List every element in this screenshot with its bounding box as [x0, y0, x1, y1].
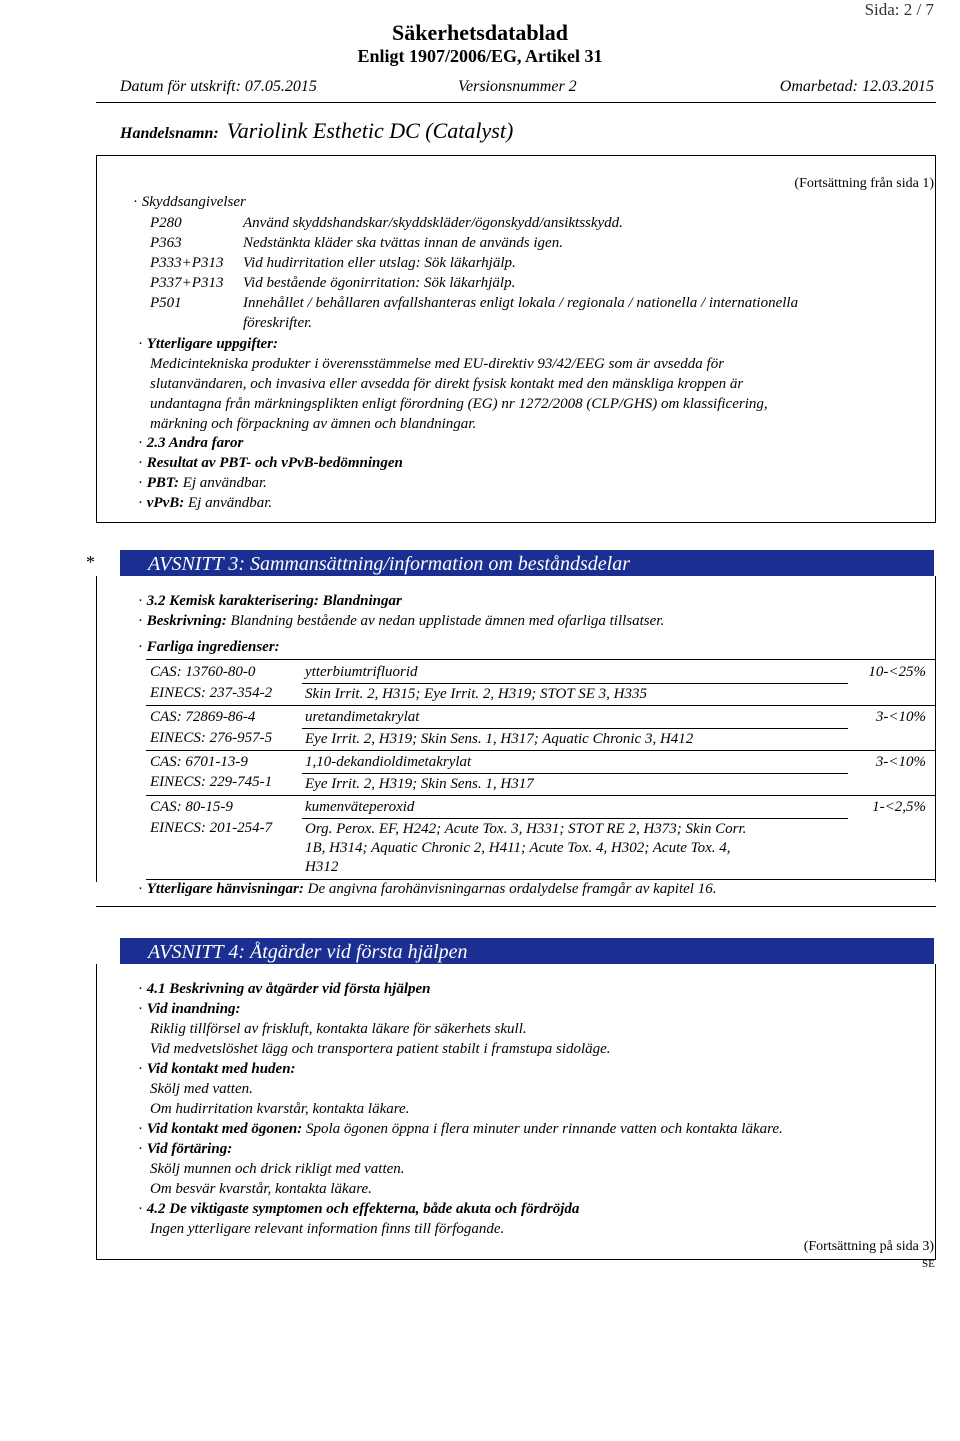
p501-text: Innehållet / behållaren avfallshanteras enligt lokala / regionala / nationella / internationella — [243, 295, 799, 311]
ingredient-cas: CAS: 13760-80-0 — [150, 664, 256, 680]
section-3-header — [120, 550, 934, 576]
ingredient-cas: CAS: 80-15-9 — [150, 799, 233, 815]
protection-heading: · Skyddsangivelser — [133, 192, 246, 212]
references-label: Ytterligare hänvisningar: — [146, 881, 304, 897]
ingredient-classification-cont: 1B, H314; Aquatic Chronic 2, H411; Acute Tox. 4, H302; Acute Tox. 4, — [305, 840, 731, 856]
skin-line-2: Om hudirritation kvarstår, kontakta läkare. — [150, 1101, 410, 1117]
vpvb-label: vPvB: — [146, 495, 185, 511]
p280-code: P280 — [150, 215, 182, 231]
trade-divider — [96, 155, 936, 156]
ingredient-name: uretandimetakrylat — [305, 709, 420, 725]
ingredient-percent: 10-<25% — [868, 664, 926, 680]
continued-from: (Fortsättning från sida 1) — [794, 176, 934, 191]
ingredient-name: ytterbiumtrifluorid — [305, 664, 418, 680]
s3-left-border — [96, 576, 97, 882]
ingredient-einecs: EINECS: 229-745-1 — [150, 774, 273, 790]
version-number: Versionsnummer 2 — [458, 78, 577, 95]
p363-text: Nedstänkta kläder ska tvättas innan de används igen. — [243, 235, 563, 251]
ingredient-name: kumenväteperoxid — [305, 799, 415, 815]
vpvb-row — [138, 493, 272, 513]
ingredient-classification: Skin Irrit. 2, H315; Eye Irrit. 2, H319; STOT SE 3, H335 — [305, 686, 647, 702]
s3-bottom-border — [96, 906, 936, 907]
p333-code: P333+P313 — [150, 255, 224, 271]
p337-text: Vid bestående ögonirritation: Sök läkarhjälp. — [243, 275, 516, 291]
ingestion-line-1: Skölj munnen och drick rikligt med vatten. — [150, 1161, 405, 1177]
vpvb-value: Ej användbar. — [187, 495, 273, 511]
trade-name-row — [120, 118, 513, 144]
box-right-border — [935, 155, 936, 523]
trade-name-label: Handelsnamn: — [120, 125, 219, 142]
skin-line-1: Skölj med vatten. — [150, 1081, 253, 1097]
eye-value: Spola ögonen öppna i flera minuter under rinnande vatten och kontakta läkare. — [305, 1121, 783, 1137]
description-row — [138, 611, 664, 631]
ingredient-classification-cont: H312 — [305, 859, 339, 875]
eye-row — [138, 1119, 783, 1139]
s4-left-border — [96, 964, 97, 1260]
references-value: De angivna farohänvisningarnas ordalydelse framgår av kapitel 16. — [307, 881, 717, 897]
trade-name-value: Variolink Esthetic DC (Catalyst) — [226, 118, 514, 143]
section-3-title: AVSNITT 3: Sammansättning/information om beståndsdelar — [148, 553, 630, 575]
pbt-value: Ej användbar. — [182, 475, 267, 491]
heading-4-2-value: Ingen ytterligare relevant information finns till förfogande. — [150, 1221, 505, 1237]
ingredient-classification: Eye Irrit. 2, H319; Skin Sens. 1, H317 — [305, 776, 534, 792]
heading-3-2-label: 3.2 Kemisk karakterisering: — [146, 593, 319, 609]
header-divider — [96, 102, 936, 103]
document-title: Säkerhetsdatablad — [391, 20, 569, 45]
document-subtitle: Enligt 1907/2006/EG, Artikel 31 — [357, 46, 603, 66]
pbt-heading: · Resultat av PBT- och vPvB-bedömningen — [138, 453, 403, 473]
s3-right-border — [935, 576, 936, 882]
section-4-header — [120, 938, 934, 964]
ingredient-cas: CAS: 6701-13-9 — [150, 754, 248, 770]
inhalation-label: · Vid inandning: — [138, 999, 241, 1019]
description-label: Beskrivning: — [146, 613, 227, 629]
page-number: Sida: 2 / 7 — [864, 0, 934, 19]
additional-line-2: slutanvändaren, och invasiva eller avsedda för direkt fysisk kontakt med den mänskliga kroppen är — [150, 376, 744, 392]
ingredient-percent: 3-<10% — [875, 709, 926, 725]
section-4-title: AVSNITT 4: Åtgärder vid första hjälpen — [148, 941, 468, 963]
revised-date: Omarbetad: 12.03.2015 — [779, 78, 934, 95]
row-rule — [146, 750, 935, 751]
additional-line-1: Medicintekniska produkter i överensstämmelse med EU-direktiv 93/42/EEG som är avsedda för — [150, 356, 725, 372]
description-value: Blandning bestående av nedan upplistade ämnen med ofarliga tillsatser. — [230, 613, 665, 629]
ingredient-einecs: EINECS: 237-354-2 — [150, 685, 273, 701]
p333-text: Vid hudirritation eller utslag: Sök läkarhjälp. — [243, 255, 516, 271]
p337-code: P337+P313 — [150, 275, 224, 291]
inhalation-line-2: Vid medvetslöshet lägg och transportera patient stabilt i framstupa sidoläge. — [150, 1041, 611, 1057]
p363-code: P363 — [150, 235, 182, 251]
print-date: Datum för utskrift: 07.05.2015 — [120, 78, 317, 95]
ingredient-classification: Org. Perox. EF, H242; Acute Tox. 3, H331; STOT RE 2, H373; Skin Corr. — [305, 821, 747, 837]
heading-2-3: · 2.3 Andra faror — [138, 433, 243, 453]
heading-4-2: · 4.2 De viktigaste symptomen och effekterna, både akuta och fördröjda — [138, 1199, 579, 1219]
skin-label: · Vid kontakt med huden: — [138, 1059, 296, 1079]
p501-text-cont: föreskrifter. — [243, 315, 313, 331]
heading-4-1: · 4.1 Beskrivning av åtgärder vid första hjälpen — [138, 979, 431, 999]
inhalation-line-1: Riklig tillförsel av friskluft, kontakta läkare för säkerhets skull. — [150, 1021, 527, 1037]
p280-text: Använd skyddshandskar/skyddskläder/ögonskydd/ansiktsskydd. — [243, 215, 623, 231]
additional-line-3: undantagna från märkningsplikten enligt förordning (EG) nr 1272/2008 (CLP/GHS) om klassificering, — [150, 396, 768, 412]
s4-right-border — [935, 964, 936, 1260]
eye-label: Vid kontakt med ögonen: — [146, 1121, 303, 1137]
pbt-label: PBT: — [146, 475, 179, 491]
ingredient-cas: CAS: 72869-86-4 — [150, 709, 256, 725]
row-rule — [146, 705, 935, 706]
additional-line-4: märkning och förpackning av ämnen och blandningar. — [150, 416, 477, 432]
references-row — [138, 879, 716, 899]
ingredient-percent: 3-<10% — [875, 754, 926, 770]
pbt-row — [138, 473, 267, 493]
change-marker: * — [86, 552, 95, 572]
heading-3-2 — [138, 591, 402, 611]
ingredient-name: 1,10-dekandioldimetakrylat — [305, 754, 472, 770]
box-bottom-border — [96, 522, 936, 523]
box-left-border — [96, 155, 97, 523]
ingestion-line-2: Om besvär kvarstår, kontakta läkare. — [150, 1181, 372, 1197]
s4-bottom-border — [96, 1259, 936, 1260]
language-code: SE — [922, 1258, 935, 1270]
heading-3-2-value: Blandningar — [322, 593, 402, 609]
ingredients-heading: · Farliga ingredienser: — [138, 637, 280, 657]
table-top-rule — [146, 659, 935, 660]
additional-heading: · Ytterligare uppgifter: — [138, 334, 278, 354]
ingredient-einecs: EINECS: 201-254-7 — [150, 820, 273, 836]
ingestion-label: · Vid förtäring: — [138, 1139, 232, 1159]
continued-to: (Fortsättning på sida 3) — [803, 1239, 934, 1254]
p501-code: P501 — [150, 295, 182, 311]
ingredient-einecs: EINECS: 276-957-5 — [150, 730, 273, 746]
ingredient-classification: Eye Irrit. 2, H319; Skin Sens. 1, H317; Aquatic Chronic 3, H412 — [305, 731, 694, 747]
row-rule — [146, 795, 935, 796]
ingredient-percent: 1-<2,5% — [872, 799, 926, 815]
